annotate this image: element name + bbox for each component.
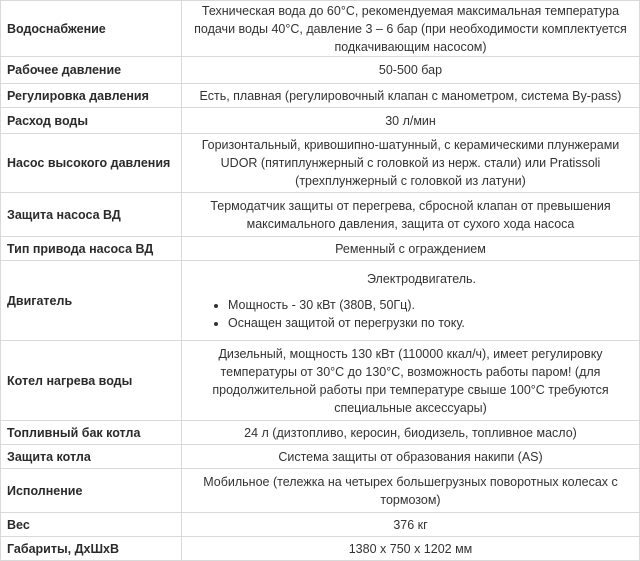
list-item: • Оснащен защитой от перегрузки по току. [228,314,633,332]
row-label: Котел нагрева воды [1,341,182,421]
row-value: Есть, плавная (регулировочный клапан с манометром, система By-pass) [182,84,640,108]
row-value: 24 л (дизтопливо, керосин, биодизель, топливное масло) [182,421,640,445]
table-row [1,1,640,57]
row-value: Система защиты от образования накипи (AS) [182,445,640,469]
row-label: Защита насоса ВД [1,193,182,237]
row-label: Рабочее давление [1,57,182,84]
table-row [1,513,640,537]
table-row [1,469,640,513]
row-value: 30 л/мин [182,108,640,134]
row-value: Термодатчик защиты от перегрева, сбросной клапан от превышения максимального давления, защита от сухого хода насоса [182,193,640,237]
row-label: Вес [1,513,182,537]
row-value [182,261,640,341]
table-row [1,57,640,84]
table-row [1,421,640,445]
row-label: Двигатель [1,261,182,341]
row-label: Габариты, ДхШхВ [1,537,182,561]
table-row [1,84,640,108]
row-value: 50-500 бар [182,57,640,84]
row-value: Горизонтальный, кривошипно-шатунный, с керамическими плунжерами UDOR (пятиплунжерный с головкой из нерж. стали) или Pratissoli (трехплунжерный с головкой из латуни) [182,134,640,193]
row-label: Расход воды [1,108,182,134]
row-value: 376 кг [182,513,640,537]
table-row [1,261,640,341]
row-label: Исполнение [1,469,182,513]
row-value: Техническая вода до 60°С, рекомендуемая максимальная температура подачи воды 40°С, давление 3 – 6 бар (при необходимости комплектуется подкачивающим насосом) [182,1,640,57]
row-label: Топливный бак котла [1,421,182,445]
table-row [1,237,640,261]
table-row [1,445,640,469]
table-row [1,341,640,421]
table-row [1,134,640,193]
row-label: Насос высокого давления [1,134,182,193]
table-row [1,537,640,561]
row-label: Тип привода насоса ВД [1,237,182,261]
row-value: Дизельный, мощность 130 кВт (110000 ккал/ч), имеет регулировку температуры от 30°С до 130°С, возможность работы паром! (для продолжительной работы при температуре свыше 100°С требуются специальные аксессуары) [182,341,640,421]
table-row [1,193,640,237]
row-label: Защита котла [1,445,182,469]
row-label: Водоснабжение [1,1,182,57]
table-row [1,108,640,134]
engine-intro: Электродвигатель. [366,271,477,286]
row-value: 1380 х 750 х 1202 мм [182,537,640,561]
row-value: Ременный с ограждением [182,237,640,261]
row-label: Регулировка давления [1,84,182,108]
engine-bullets [210,296,633,332]
row-value: Мобильное (тележка на четырех большегрузных поворотных колесах с тормозом) [182,469,640,513]
list-item: • Мощность - 30 кВт (380В, 50Гц). [228,296,633,314]
